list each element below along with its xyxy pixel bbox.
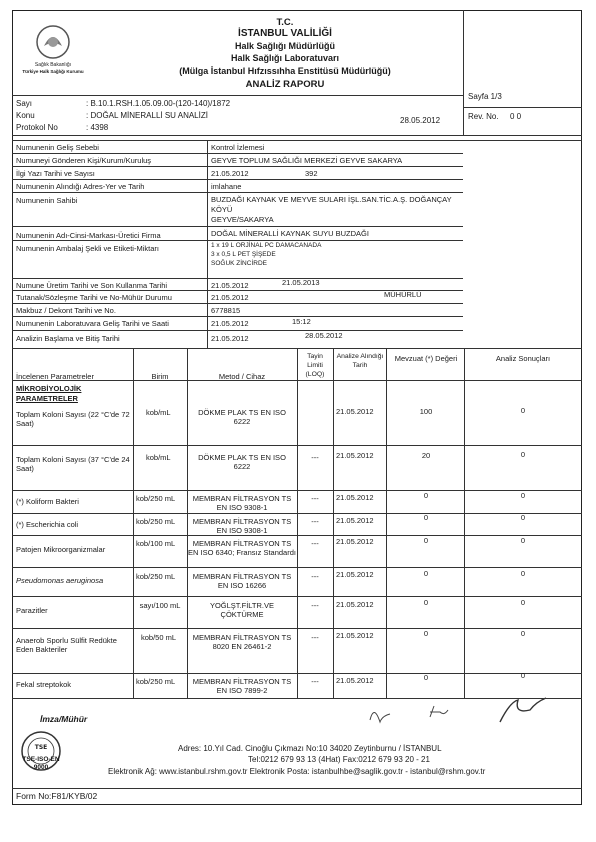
signature-icon: [360, 692, 560, 732]
info-label-4: Numunenin Sahibi: [16, 196, 78, 205]
row-3-tayin: ---: [311, 517, 319, 526]
row-4-birim: kob/100 mL: [136, 539, 176, 548]
rev-value: 0 0: [510, 112, 522, 121]
row-8-tayin: ---: [311, 677, 319, 686]
row-6-mevzuat: 0: [423, 598, 429, 607]
svg-text:TSE: TSE: [34, 744, 48, 751]
tse-stamp-line1: TSE-ISO-EN: [22, 756, 60, 763]
info-label-2: İlgi Yazı Tarihi ve Sayısı: [16, 169, 95, 178]
info-label-1: Numuneyi Gönderen Kişi/Kurum/Kuruluş: [16, 156, 152, 165]
info-label-3: Numunenin Alındığı Adres-Yer ve Tarih: [16, 182, 145, 191]
row-7-tayin: ---: [311, 633, 319, 642]
row-7-birim: kob/50 mL: [141, 633, 177, 642]
row-2-tayin: ---: [311, 494, 319, 503]
header-mulga: (Mülga İstanbul Hıfzıssıhha Enstitüsü Müdürlüğü): [179, 66, 391, 76]
row-8-metod: MEMBRAN FİLTRASYON TS EN ISO 7899-2: [192, 677, 292, 695]
col-header-mevzuat: Mevzuat (*) Değeri: [394, 354, 458, 363]
row-2-birim: kob/250 mL: [136, 494, 176, 503]
handwritten-signature: [360, 692, 560, 732]
row-2-param: (*) Koliform Bakteri: [16, 497, 79, 506]
row-1-metod: DÖKME PLAK TS EN ISO 6222: [198, 453, 286, 471]
sayi-value: : B.10.1.RSH.1.05.09.00-(120-140)/1872: [86, 99, 231, 108]
row-4-sonuc: 0: [520, 536, 526, 545]
header-laboratuvar: Halk Sağlığı Laboratuvarı: [230, 53, 340, 63]
footer-address: Adres: 10.Yıl Cad. Cinoğlu Çıkmazı No:10 34020 Zeytinburnu / İSTANBUL: [178, 744, 442, 753]
info-value-4-line2: KÖYÜ: [211, 205, 233, 214]
col-header-tayin: Tayin Limiti (LOQ): [305, 353, 325, 378]
col-header-metod: Metod / Cihaz: [218, 372, 266, 381]
row-4-param: Patojen Mikroorganizmalar: [16, 545, 106, 554]
row-1-sonuc: 0: [520, 450, 526, 459]
info-value-8: 21.05.2012: [211, 293, 249, 302]
protokol-label: Protokol No: [16, 123, 58, 132]
info-value-11b: 28.05.2012: [305, 331, 343, 340]
info-value-6-line3: SOĞUK ZİNCİRDE: [211, 260, 267, 267]
row-5-param: Pseudomonas aeruginosa: [16, 576, 104, 585]
row-6-tarih: 21.05.2012: [336, 600, 374, 609]
row-5-birim: kob/250 mL: [136, 572, 176, 581]
row-0-tarih: 21.05.2012: [336, 407, 374, 416]
row-7-metod: MEMBRAN FİLTRASYON TS 8020 EN 26461-2: [192, 633, 292, 651]
footer-web: Elektronik Ağ: www.istanbul.rshm.gov.tr Elektronik Posta: istanbulhbe@saglik.gov.tr - istanbul@rshm.gov.tr: [108, 767, 486, 776]
row-6-metod: YOĞLŞT.FİLTR.VE ÇÖKTÜRME: [209, 601, 275, 619]
row-0-sonuc: 0: [520, 406, 526, 415]
col-header-tarih: Analize Alındığı Tarih: [336, 353, 384, 369]
row-1-tayin: ---: [311, 453, 319, 462]
row-3-sonuc: 0: [520, 513, 526, 522]
row-1-tarih: 21.05.2012: [336, 451, 374, 460]
info-value-6-line2: 3 x 0,5 L PET ŞİŞEDE: [211, 251, 276, 258]
info-label-6: Numunenin Ambalaj Şekli ve Etiketi-Miktarı: [16, 244, 159, 253]
row-8-mevzuat: 0: [423, 673, 429, 682]
sayi-label: Sayı: [16, 99, 33, 108]
info-value-8b: MÜHÜRLÜ: [384, 290, 422, 299]
rev-label: Rev. No.: [468, 112, 499, 121]
info-value-1: GEYVE TOPLUM SAĞLIĞI MERKEZİ GEYVE SAKARYA: [211, 156, 403, 165]
ministry-logo: [22, 20, 84, 80]
info-value-5: DOĞAL MİNERALLİ KAYNAK SUYU BUZDAĞI: [211, 229, 369, 238]
row-6-tayin: ---: [311, 601, 319, 610]
row-5-tarih: 21.05.2012: [336, 570, 374, 579]
row-5-tayin: ---: [311, 572, 319, 581]
row-7-tarih: 21.05.2012: [336, 631, 374, 640]
info-value-0: Kontrol İzlemesi: [211, 143, 265, 152]
row-2-tarih: 21.05.2012: [336, 493, 374, 502]
col-header-sonuc: Analiz Sonuçları: [495, 354, 551, 363]
konu-label: Konu: [16, 111, 35, 120]
row-3-metod: MEMBRAN FİLTRASYON TS EN ISO 9308-1: [192, 517, 292, 535]
info-label-8: Tutanak/Sözleşme Tarihi ve No-Mühür Durumu: [16, 293, 172, 302]
row-6-param: Parazitler: [16, 606, 48, 615]
info-value-4-line3: GEYVE/SAKARYA: [211, 215, 274, 224]
row-4-tarih: 21.05.2012: [336, 537, 374, 546]
row-8-sonuc: 0: [520, 671, 526, 680]
imza-muhur-label: İmza/Mühür: [40, 714, 88, 724]
logo-text-1: Sağlık Bakanlığı: [34, 62, 72, 68]
row-8-param: Fekal streptokok: [16, 680, 72, 689]
report-date: 28.05.2012: [400, 116, 441, 125]
row-0-mevzuat: 100: [419, 407, 433, 416]
info-value-7: 21.05.2012: [211, 281, 249, 290]
info-value-4: BUZDAĞI KAYNAK VE MEYVE SULARI İŞL.SAN.TİC.A.Ş. DOĞANÇAY: [211, 195, 452, 204]
footer-tel: Tel:0212 679 93 13 (4Hat) Fax:0212 679 93 20 - 21: [248, 755, 430, 764]
header-mudurluk: Halk Sağlığı Müdürlüğü: [234, 41, 335, 51]
info-value-11: 21.05.2012: [211, 334, 249, 343]
konu-value: : DOĞAL MİNERALLİ SU ANALİZİ: [86, 111, 208, 120]
col-header-birim: Birim: [151, 372, 169, 381]
info-label-7: Numune Üretim Tarihi ve Son Kullanma Tarihi: [16, 281, 168, 290]
row-0-metod: DÖKME PLAK TS EN ISO 6222: [198, 408, 286, 426]
row-1-param: Toplam Koloni Sayısı (37 °C'de 24 Saat): [16, 455, 130, 473]
row-2-mevzuat: 0: [423, 491, 429, 500]
info-value-2b: 392: [305, 169, 318, 178]
row-7-sonuc: 0: [520, 629, 526, 638]
info-label-9: Makbuz / Dekont Tarihi ve No.: [16, 306, 116, 315]
row-7-mevzuat: 0: [423, 629, 429, 638]
info-label-10: Numunenin Laboratuvara Geliş Tarihi ve Saati: [16, 319, 169, 328]
page-number: Sayfa 1/3: [468, 92, 502, 101]
header-valilik: İSTANBUL VALİLİĞİ: [238, 28, 332, 39]
row-6-sonuc: 0: [520, 598, 526, 607]
tse-stamp-line2: 9000: [33, 764, 49, 771]
info-value-6: 1 x 19 L ORJİNAL PC DAMACANADA: [211, 242, 322, 249]
row-8-birim: kob/250 mL: [136, 677, 176, 686]
row-4-tayin: ---: [311, 539, 319, 548]
form-number: Form No:F81/KYB/02: [16, 791, 98, 801]
row-1-birim: kob/mL: [146, 453, 171, 462]
section-title: MİKROBİYOLOJİK PARAMETRELER: [16, 384, 82, 403]
info-label-0: Numunenin Geliş Sebebi: [16, 143, 99, 152]
row-7-param: Anaerob Sporlu Sülfit Redükte Eden Bakteriler: [16, 636, 117, 654]
header-analiz-raporu: ANALİZ RAPORU: [245, 79, 325, 90]
row-6-birim: sayı/100 mL: [139, 601, 181, 610]
row-5-metod: MEMBRAN FİLTRASYON TS EN ISO 16266: [192, 572, 292, 590]
row-4-mevzuat: 0: [423, 536, 429, 545]
row-2-sonuc: 0: [520, 491, 526, 500]
row-3-param: (*) Escherichia coli: [16, 520, 79, 529]
info-value-10: 21.05.2012: [211, 319, 249, 328]
info-value-9: 6778815: [211, 306, 241, 315]
info-value-3: imlahane: [211, 182, 242, 191]
info-label-11: Analizin Başlama ve Bitiş Tarihi: [16, 334, 120, 343]
row-4-metod: MEMBRAN FİLTRASYON TS EN ISO 6340; Fransız Standardı: [188, 539, 296, 557]
col-header-param: İncelenen Parametreler: [16, 372, 94, 381]
row-3-mevzuat: 0: [423, 513, 429, 522]
row-1-mevzuat: 20: [421, 451, 431, 460]
row-0-param: Toplam Koloni Sayısı (22 °C'de 72 Saat): [16, 410, 130, 428]
row-0-birim: kob/mL: [146, 408, 171, 417]
info-label-5: Numunenin Adı-Cinsi-Markası-Üretici Firma: [16, 231, 161, 240]
info-value-10b: 15:12: [292, 317, 311, 326]
row-2-metod: MEMBRAN FİLTRASYON TS EN ISO 9308-1: [192, 494, 292, 512]
row-5-sonuc: 0: [520, 569, 526, 578]
info-value-7b: 21.05.2013: [282, 278, 320, 287]
info-value-2: 21.05.2012: [211, 169, 249, 178]
row-3-birim: kob/250 mL: [136, 517, 176, 526]
row-3-tarih: 21.05.2012: [336, 516, 374, 525]
row-5-mevzuat: 0: [423, 569, 429, 578]
logo-text-2: Türkiye Halk Sağlığı Kurumu: [22, 69, 84, 74]
row-8-tarih: 21.05.2012: [336, 676, 374, 685]
protokol-value: : 4398: [86, 123, 109, 132]
header-tc: T.C.: [276, 17, 294, 28]
